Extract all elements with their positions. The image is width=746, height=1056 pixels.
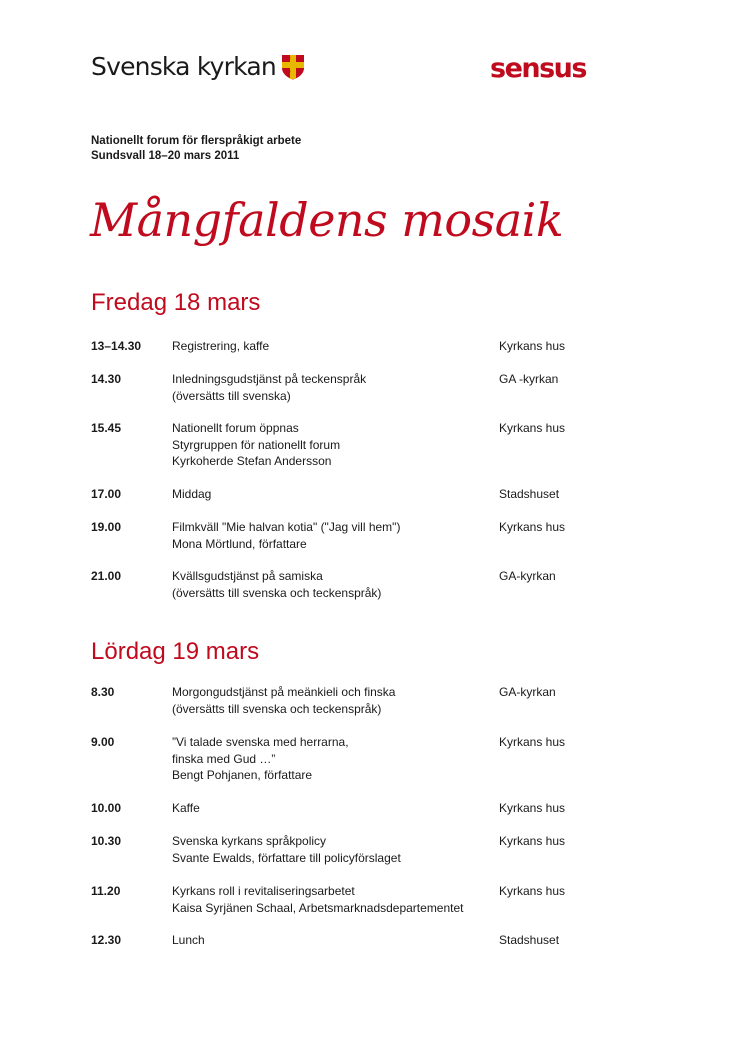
schedule-place: GA-kyrkan <box>499 569 556 583</box>
schedule-description <box>172 420 340 470</box>
schedule-time: 19.00 <box>91 520 122 534</box>
schedule-desc-line: ”Vi talade svenska med herrarna, <box>172 735 349 749</box>
schedule-description <box>172 883 464 916</box>
schedule-place: Kyrkans hus <box>499 520 566 534</box>
schedule-time: 21.00 <box>91 569 122 583</box>
schedule-desc-line: Kaffe <box>172 801 200 815</box>
schedule-desc-line: Svante Ewalds, författare till policyförslaget <box>172 850 401 865</box>
schedule-time: 10.30 <box>91 834 122 848</box>
schedule-desc-line: Mona Mörtlund, författare <box>172 536 307 551</box>
schedule-description <box>172 932 205 949</box>
church-cross-crown-icon <box>281 54 305 80</box>
schedule-place: Kyrkans hus <box>499 801 566 815</box>
schedule-desc-line: (översätts till svenska och teckenspråk) <box>172 701 382 716</box>
schedule-time: 10.00 <box>91 801 122 815</box>
schedule-time: 9.00 <box>91 735 115 749</box>
schedule-desc-line: Kvällsgudstjänst på samiska <box>172 569 323 583</box>
page-title: Mångfaldens mosaik <box>90 193 564 247</box>
schedule-desc-line: Lunch <box>172 933 205 947</box>
schedule-place: Kyrkans hus <box>499 339 566 353</box>
schedule-time: 15.45 <box>91 421 122 435</box>
schedule-desc-line: Kyrkans roll i revitaliseringsarbetet <box>172 884 355 898</box>
schedule-place: Kyrkans hus <box>499 735 566 749</box>
schedule-description <box>172 684 395 717</box>
schedule-time: 14.30 <box>91 372 122 386</box>
schedule-desc-line: finska med Gud …” <box>172 751 276 766</box>
svenska-kyrkan-logo-text: Svenska kyrkan <box>91 52 276 81</box>
schedule-desc-line: Bengt Pohjanen, författare <box>172 768 313 782</box>
schedule-desc-line: (översätts till svenska och teckenspråk) <box>172 585 382 600</box>
schedule-description <box>172 371 366 404</box>
schedule-time: 11.20 <box>91 884 121 898</box>
schedule-description <box>172 486 211 503</box>
schedule-time: 17.00 <box>91 487 122 501</box>
schedule-desc-line: Filmkväll "Mie halvan kotia" ("Jag vill hem") <box>172 520 401 534</box>
schedule-desc-line: Kyrkoherde Stefan Andersson <box>172 454 332 468</box>
schedule-desc-line: Inledningsgudstjänst på teckenspråk <box>172 372 367 386</box>
schedule-desc-line: Nationellt forum öppnas <box>172 421 299 435</box>
event-place-date: Sundsvall 18–20 mars 2011 <box>91 150 240 162</box>
sensus-logo: sensus <box>490 53 586 84</box>
schedule-description <box>172 568 381 601</box>
schedule-description <box>172 833 401 866</box>
schedule-desc-line: Registrering, kaffe <box>172 339 270 353</box>
event-info <box>91 134 301 164</box>
schedule-place: Stadshuset <box>499 933 560 947</box>
schedule-place: Kyrkans hus <box>499 884 566 898</box>
schedule-desc-line: Kaisa Syrjänen Schaal, Arbetsmarknadsdepartementet <box>172 900 464 915</box>
schedule-place: Kyrkans hus <box>499 834 566 848</box>
schedule-description <box>172 800 200 817</box>
schedule-place: GA -kyrkan <box>499 372 559 386</box>
schedule-desc-line: (översätts till svenska) <box>172 388 291 403</box>
day-heading-friday: Fredag 18 mars <box>91 289 261 316</box>
day-heading-saturday: Lördag 19 mars <box>91 638 260 665</box>
schedule-desc-line: Middag <box>172 487 212 501</box>
schedule-description <box>172 519 400 552</box>
schedule-desc-line: Styrgruppen för nationellt forum <box>172 437 341 452</box>
schedule-description <box>172 338 269 355</box>
event-name: Nationellt forum för flerspråkigt arbete <box>91 135 302 147</box>
schedule-desc-line: Morgongudstjänst på meänkieli och finska <box>172 685 396 699</box>
schedule-place: GA-kyrkan <box>499 685 556 699</box>
schedule-time: 12.30 <box>91 933 122 947</box>
schedule-description <box>172 734 349 784</box>
schedule-place: Stadshuset <box>499 487 560 501</box>
schedule-time: 8.30 <box>91 685 115 699</box>
svenska-kyrkan-logo <box>91 52 305 81</box>
schedule-place: Kyrkans hus <box>499 421 566 435</box>
schedule-desc-line: Svenska kyrkans språkpolicy <box>172 834 327 848</box>
schedule-time: 13–14.30 <box>91 339 142 353</box>
